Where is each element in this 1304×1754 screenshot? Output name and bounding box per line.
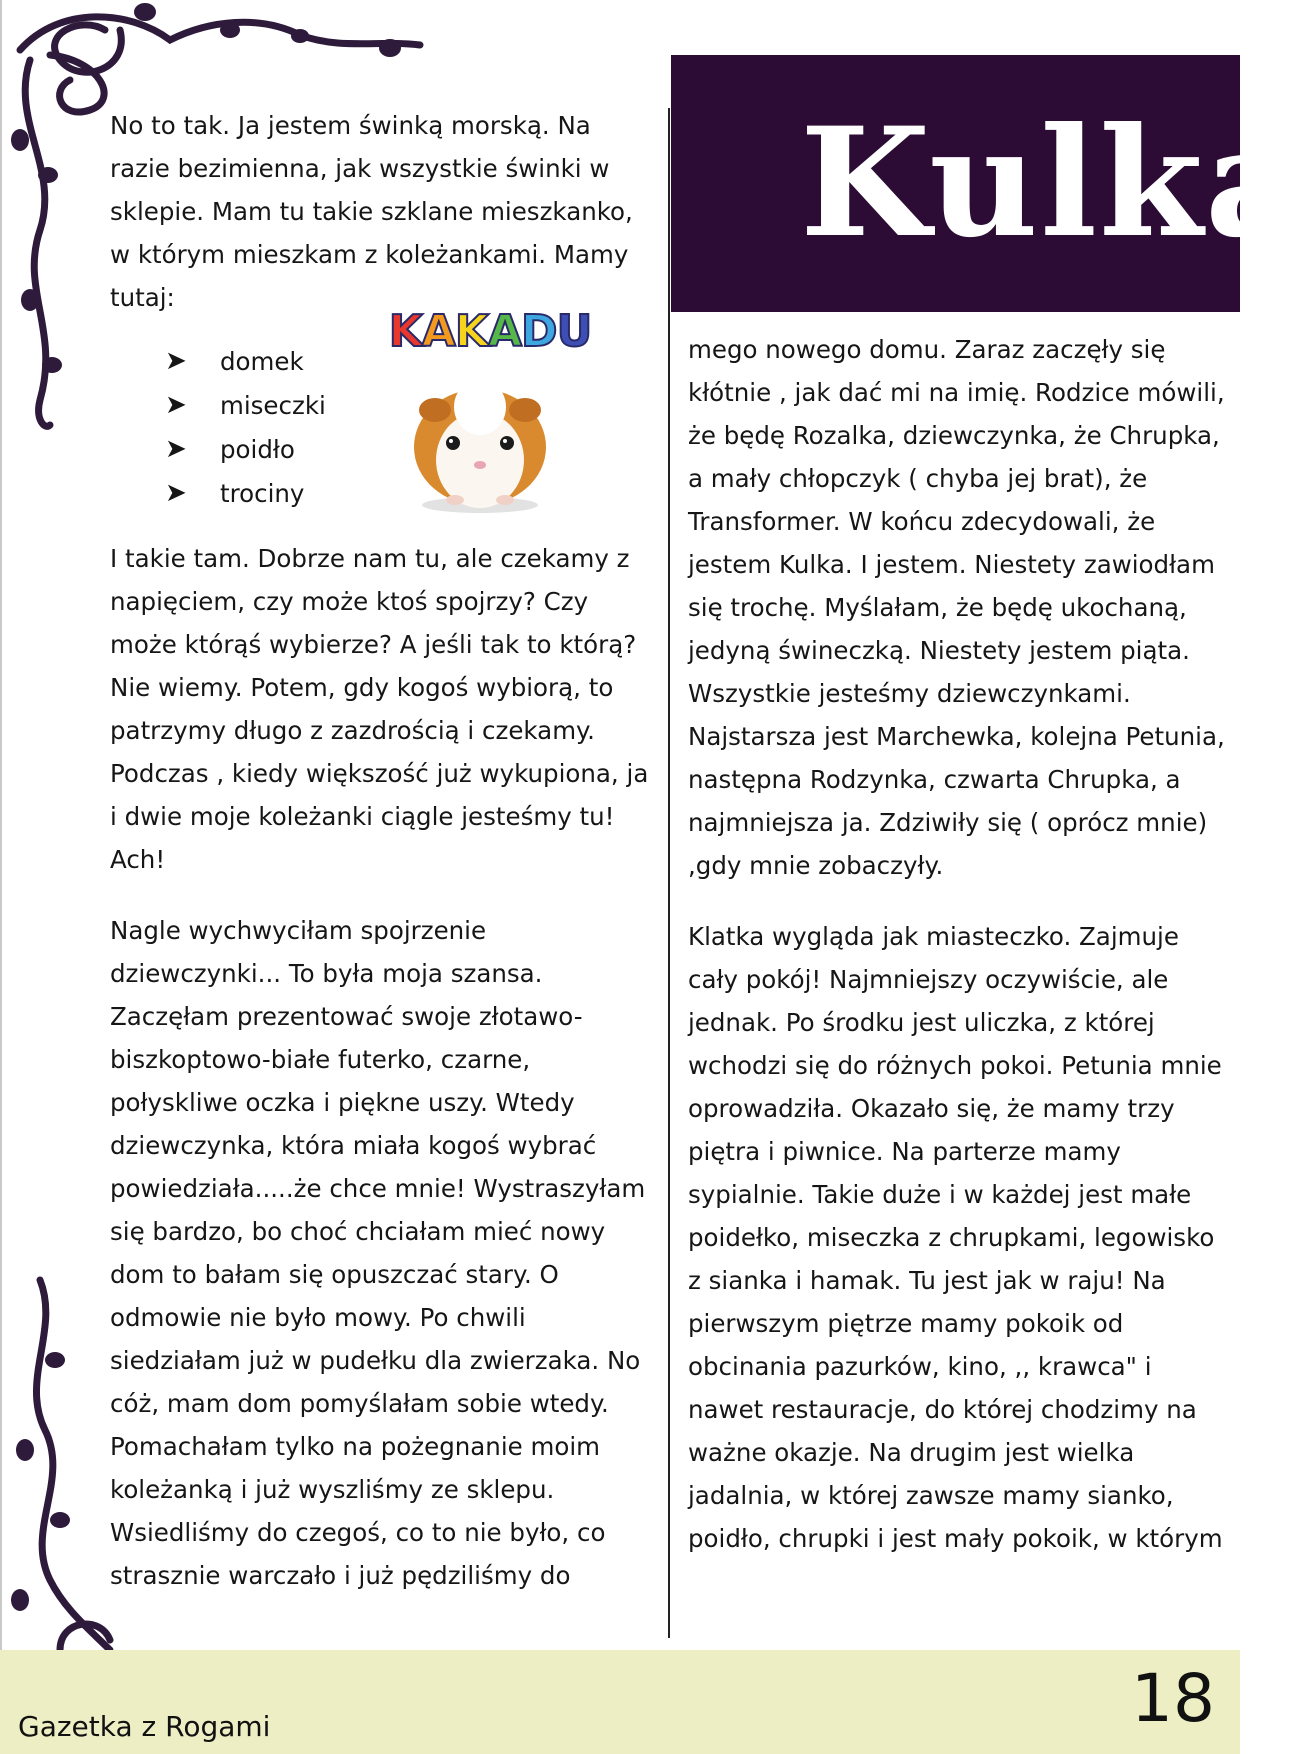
kakadu-logo-letter: A	[487, 305, 522, 357]
kakadu-logo-letter: A	[421, 305, 455, 357]
list-item-label: poidło	[220, 434, 295, 464]
kakadu-logo-letter: D	[521, 305, 557, 357]
arrow-bullet-icon: ➤	[165, 345, 187, 376]
paragraph-cage: Klatka wygląda jak miasteczko. Zajmuje cały pokój! Najmniejszy oczywiście, ale jednak. Po środku jest uliczka, z której wchodzi się do różnych pokoi. Petunia mnie oprowadziła. Okazało się, że mamy trzy piętra i piwnice. Na parterze mamy sypialnie. Takie duże i w każdej jest małe poidełko, miseczka z chrupkami, legowisko z sianka i hamak. Tu jest jak w raju! Na pierwszym piętrze mamy pokoik od obcinania pazurków, kino, ,, krawca" i nawet restauracje, do której chodzimy na ważne okazje. Na drugim jest wielka jadalnia, w której zawsze mamy sianko, poidło, chrupki i jest mały pokoik, w którym	[688, 922, 1223, 1553]
kakadu-logo-letter: U	[556, 305, 592, 357]
list-item	[165, 471, 655, 515]
list-item	[165, 339, 655, 383]
column-divider	[668, 108, 670, 1638]
list-item-label: trociny	[220, 478, 305, 508]
arrow-bullet-icon: ➤	[165, 477, 187, 508]
arrow-bullet-icon: ➤	[165, 433, 187, 464]
publication-name: Gazetka z Rogami	[18, 1710, 271, 1743]
paragraph-new-home: mego nowego domu. Zaraz zaczęły się kłótnie , jak dać mi na imię. Rodzice mówili, że będę Rozalka, dziewczynka, że Chrupka, a mały chłopczyk ( chyba jej brat), że Transformer. W końcu zdecydowali, że jestem Kulka. I jestem. Niestety zawiodłam się trochę. Myślałam, że będę ukochaną, jedyną świneczką. Niestety jestem piąta. Wszystkie jesteśmy dziewczynkami. Najstarsza jest Marchewka, kolejna Petunia, następna Rodzynka, czwarta Chrupka, a najmniejsza ja. Zdziwiły się ( oprócz mnie) ,gdy mnie zobaczyły.	[688, 335, 1225, 880]
left-column	[110, 104, 655, 1597]
kakadu-logo-letter: K	[388, 305, 422, 357]
list-item	[165, 383, 655, 427]
list-item	[165, 427, 655, 471]
paragraph-waiting: I takie tam. Dobrze nam tu, ale czekamy z napięciem, czy może ktoś spojrzy? Czy może którąś wybierze? A jeśli tak to którą? Nie wiemy. Potem, gdy kogoś wybiorą, to patrzymy długo z zazdrością i czekamy. Podczas , kiedy większość już wykupiona, ja i dwie moje koleżanki ciągle jesteśmy tu! Ach!	[110, 544, 649, 874]
paragraph-chosen: Nagle wychwyciłam spojrzenie dziewczynki... To była moja szansa. Zaczęłam prezentować swoje złotawo-biszkoptowo-białe futerko, czarne, połyskliwe oczka i piękne uszy. Wtedy dziewczynka, która miała kogoś wybrać powiedziała.....że chce mnie! Wystraszyłam się bardzo, bo choć chciałam mieć nowy dom to bałam się opuszczać stary. O odmowie nie było mowy. Po chwili siedziałam już w pudełku dla zwierzaka. No cóż, mam dom pomyślałam sobie wtedy. Pomachałam tylko na pożegnanie moim koleżanką i już wyszliśmy ze sklepu. Wsiedliśmy do czegoś, co to nie było, co strasznie warczało i już pędziliśmy do	[110, 916, 646, 1590]
list-item-label: domek	[220, 346, 304, 376]
arrow-bullet-icon: ➤	[165, 389, 187, 420]
paragraph-intro: No to tak. Ja jestem świnką morską. Na razie bezimienna, jak wszystkie świnki w sklepie. Mam tu takie szklane mieszkanko, w którym mieszkam z koleżankami. Mamy tutaj:	[110, 111, 633, 312]
article-title: Kulka	[800, 95, 1304, 271]
page-number: 18	[1131, 1660, 1215, 1737]
list-item-label: miseczki	[220, 390, 326, 420]
right-column	[688, 328, 1233, 1560]
kakadu-logo-letter: K	[454, 305, 488, 357]
items-list	[110, 339, 655, 515]
